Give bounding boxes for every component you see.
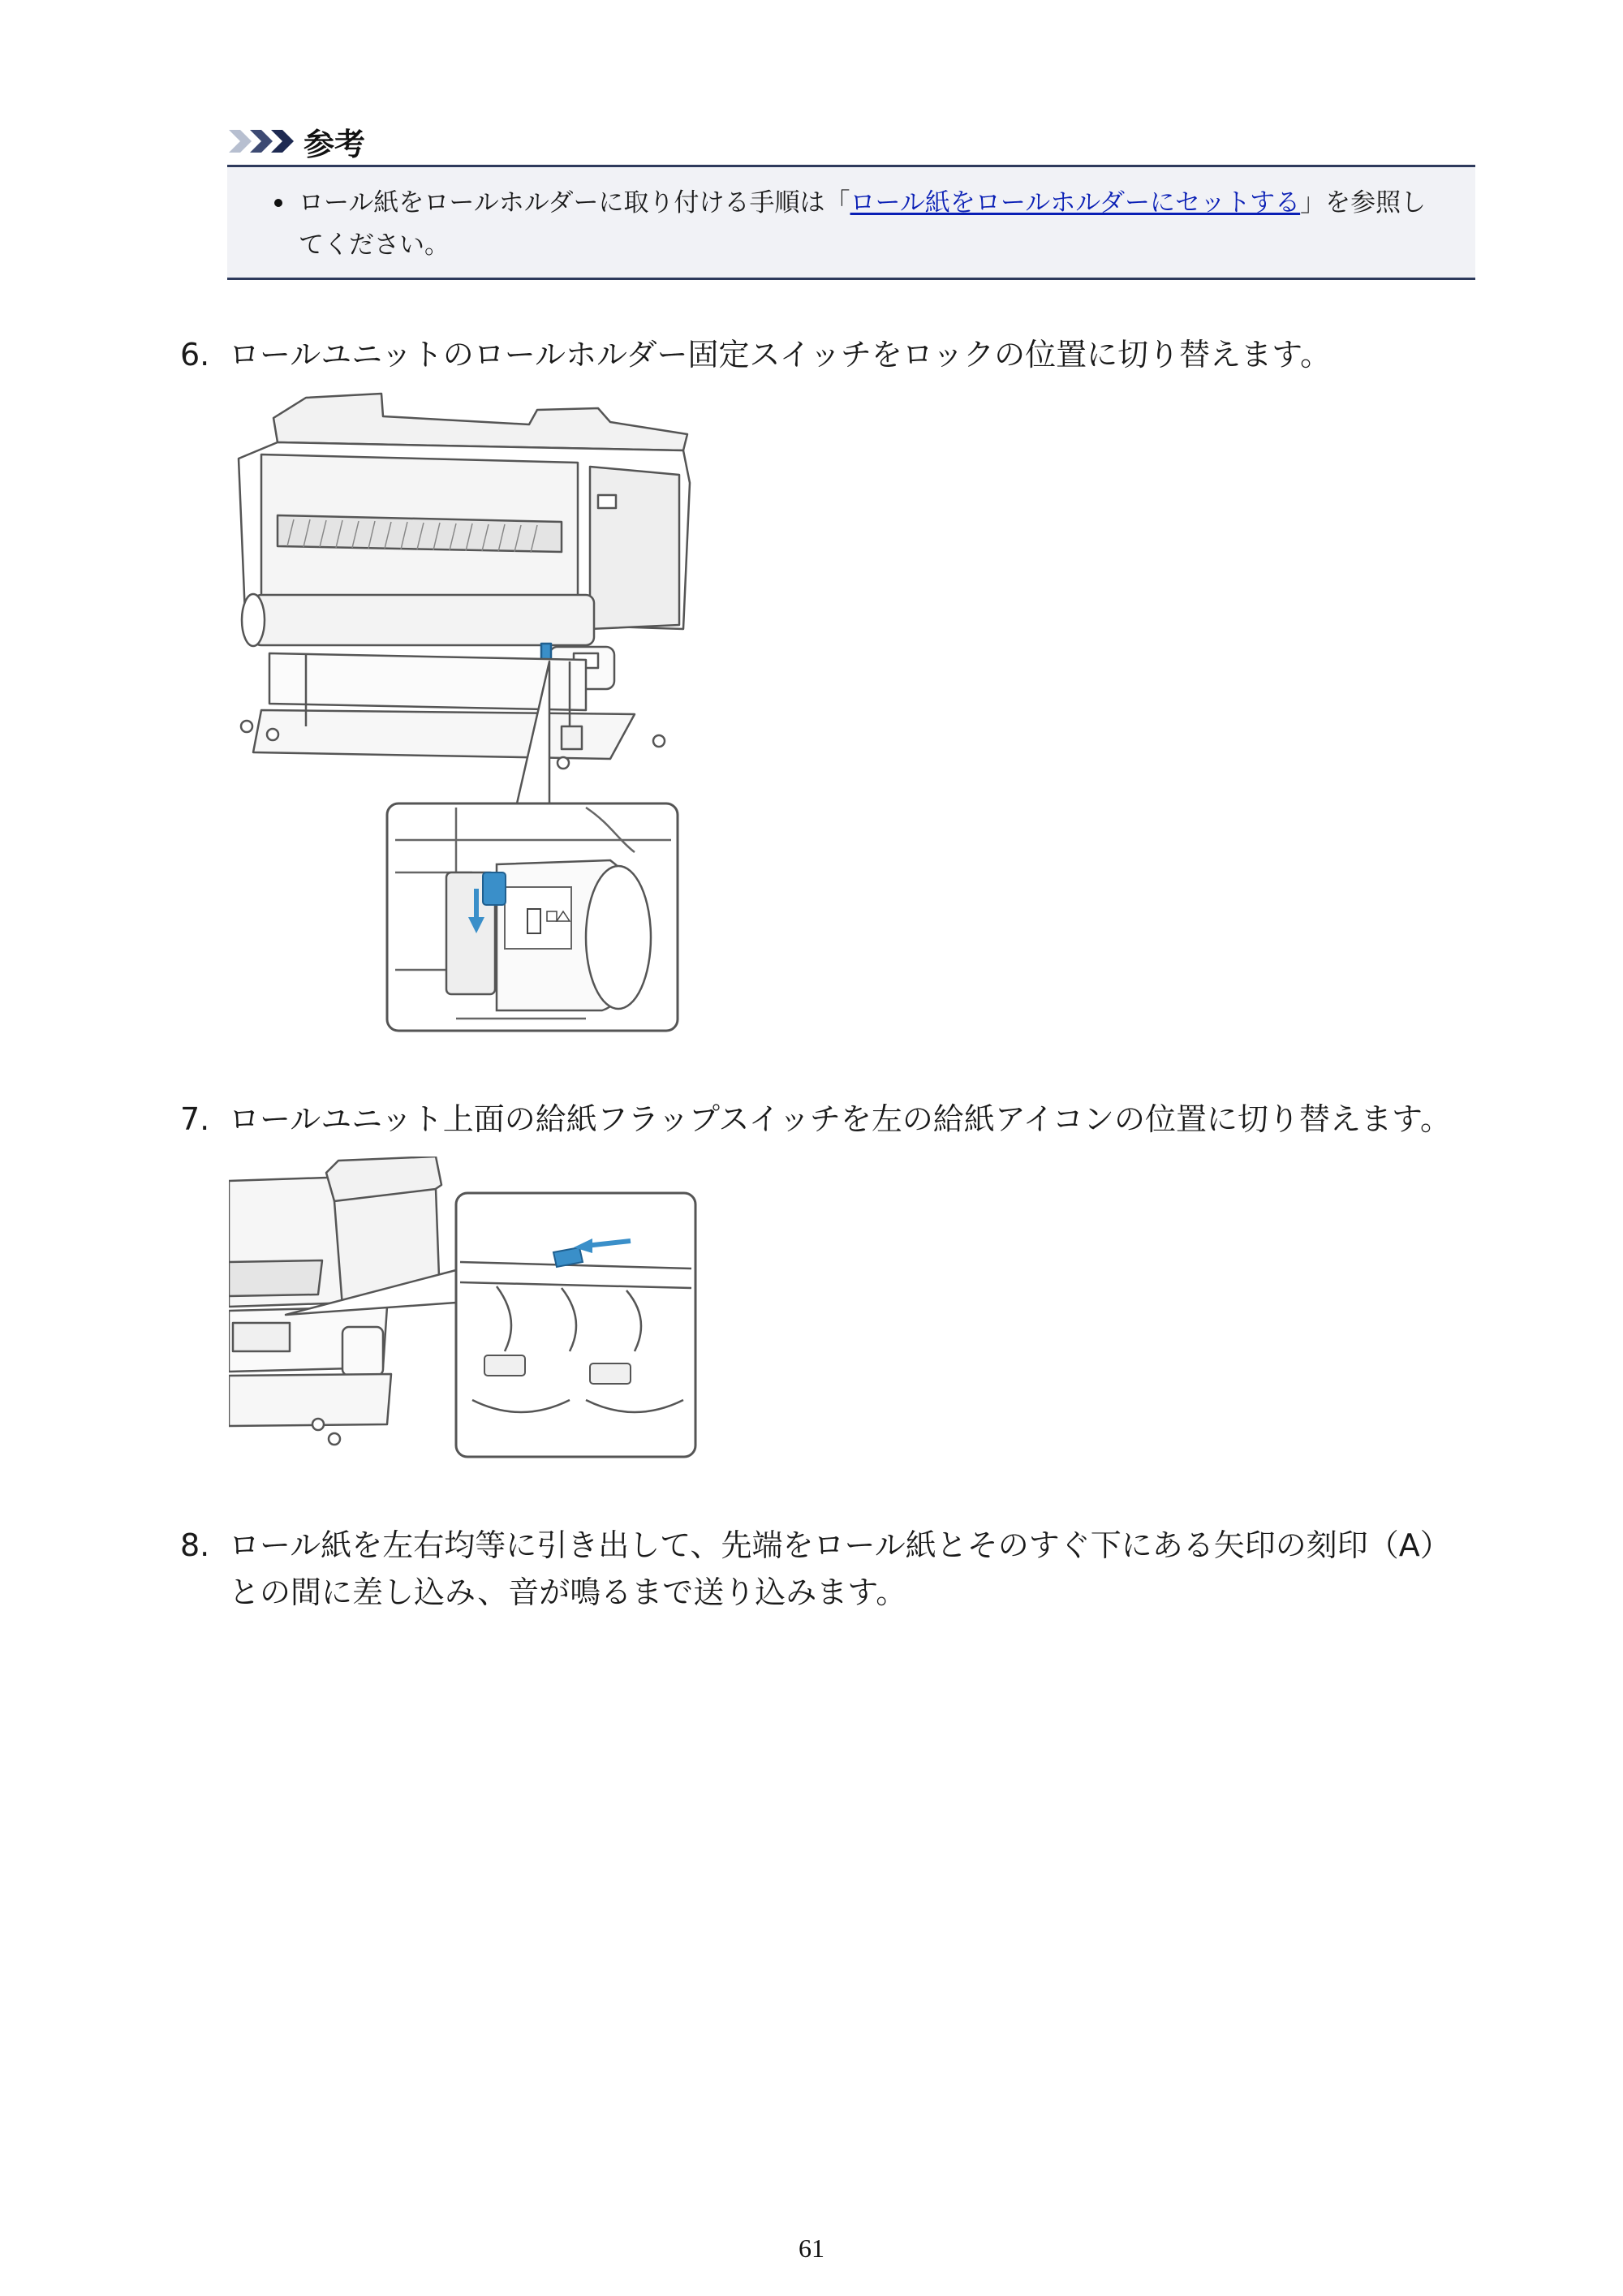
step-8: [180, 1522, 1479, 1619]
step-text: ロール紙を左右均等に引き出して、先端をロール紙とそのすぐ下にある矢印の刻印（A）との間に差し込み、音が鳴るまで送り込みます。: [229, 1527, 1451, 1610]
step-7: [180, 1096, 1479, 1144]
note-text-prefix: ロール紙をロールホルダーに取り付ける手順は「: [299, 188, 850, 218]
step-number: 7.: [180, 1101, 210, 1137]
inset-roll-holder-lock-switch: [387, 803, 678, 1031]
printer-roll-holder-lock-illustration: [229, 386, 691, 1035]
step-number: 8.: [180, 1527, 210, 1563]
inset-feed-flap-switch: [456, 1193, 695, 1457]
roll-holder-link[interactable]: ロール紙をロールホルダーにセットする: [850, 188, 1301, 218]
step-text: ロールユニット上面の給紙フラップスイッチを左の給紙アイコンの位置に切り替えます。: [229, 1101, 1451, 1137]
note-list-item: [299, 182, 1451, 266]
step-number: 6.: [180, 337, 210, 373]
page-number: 61: [799, 2234, 824, 2263]
note-header: [229, 120, 365, 162]
feed-flap-switch-illustration: [229, 1157, 700, 1461]
note-box: [227, 165, 1475, 280]
step-text: ロールユニットのロールホルダー固定スイッチをロックの位置に切り替えます。: [229, 337, 1332, 373]
note-chevrons-icon: [229, 127, 299, 155]
step-6: [180, 331, 1479, 380]
note-title: 参考: [304, 126, 366, 162]
note-text-suffix: 」を参照してください。: [299, 188, 1427, 260]
